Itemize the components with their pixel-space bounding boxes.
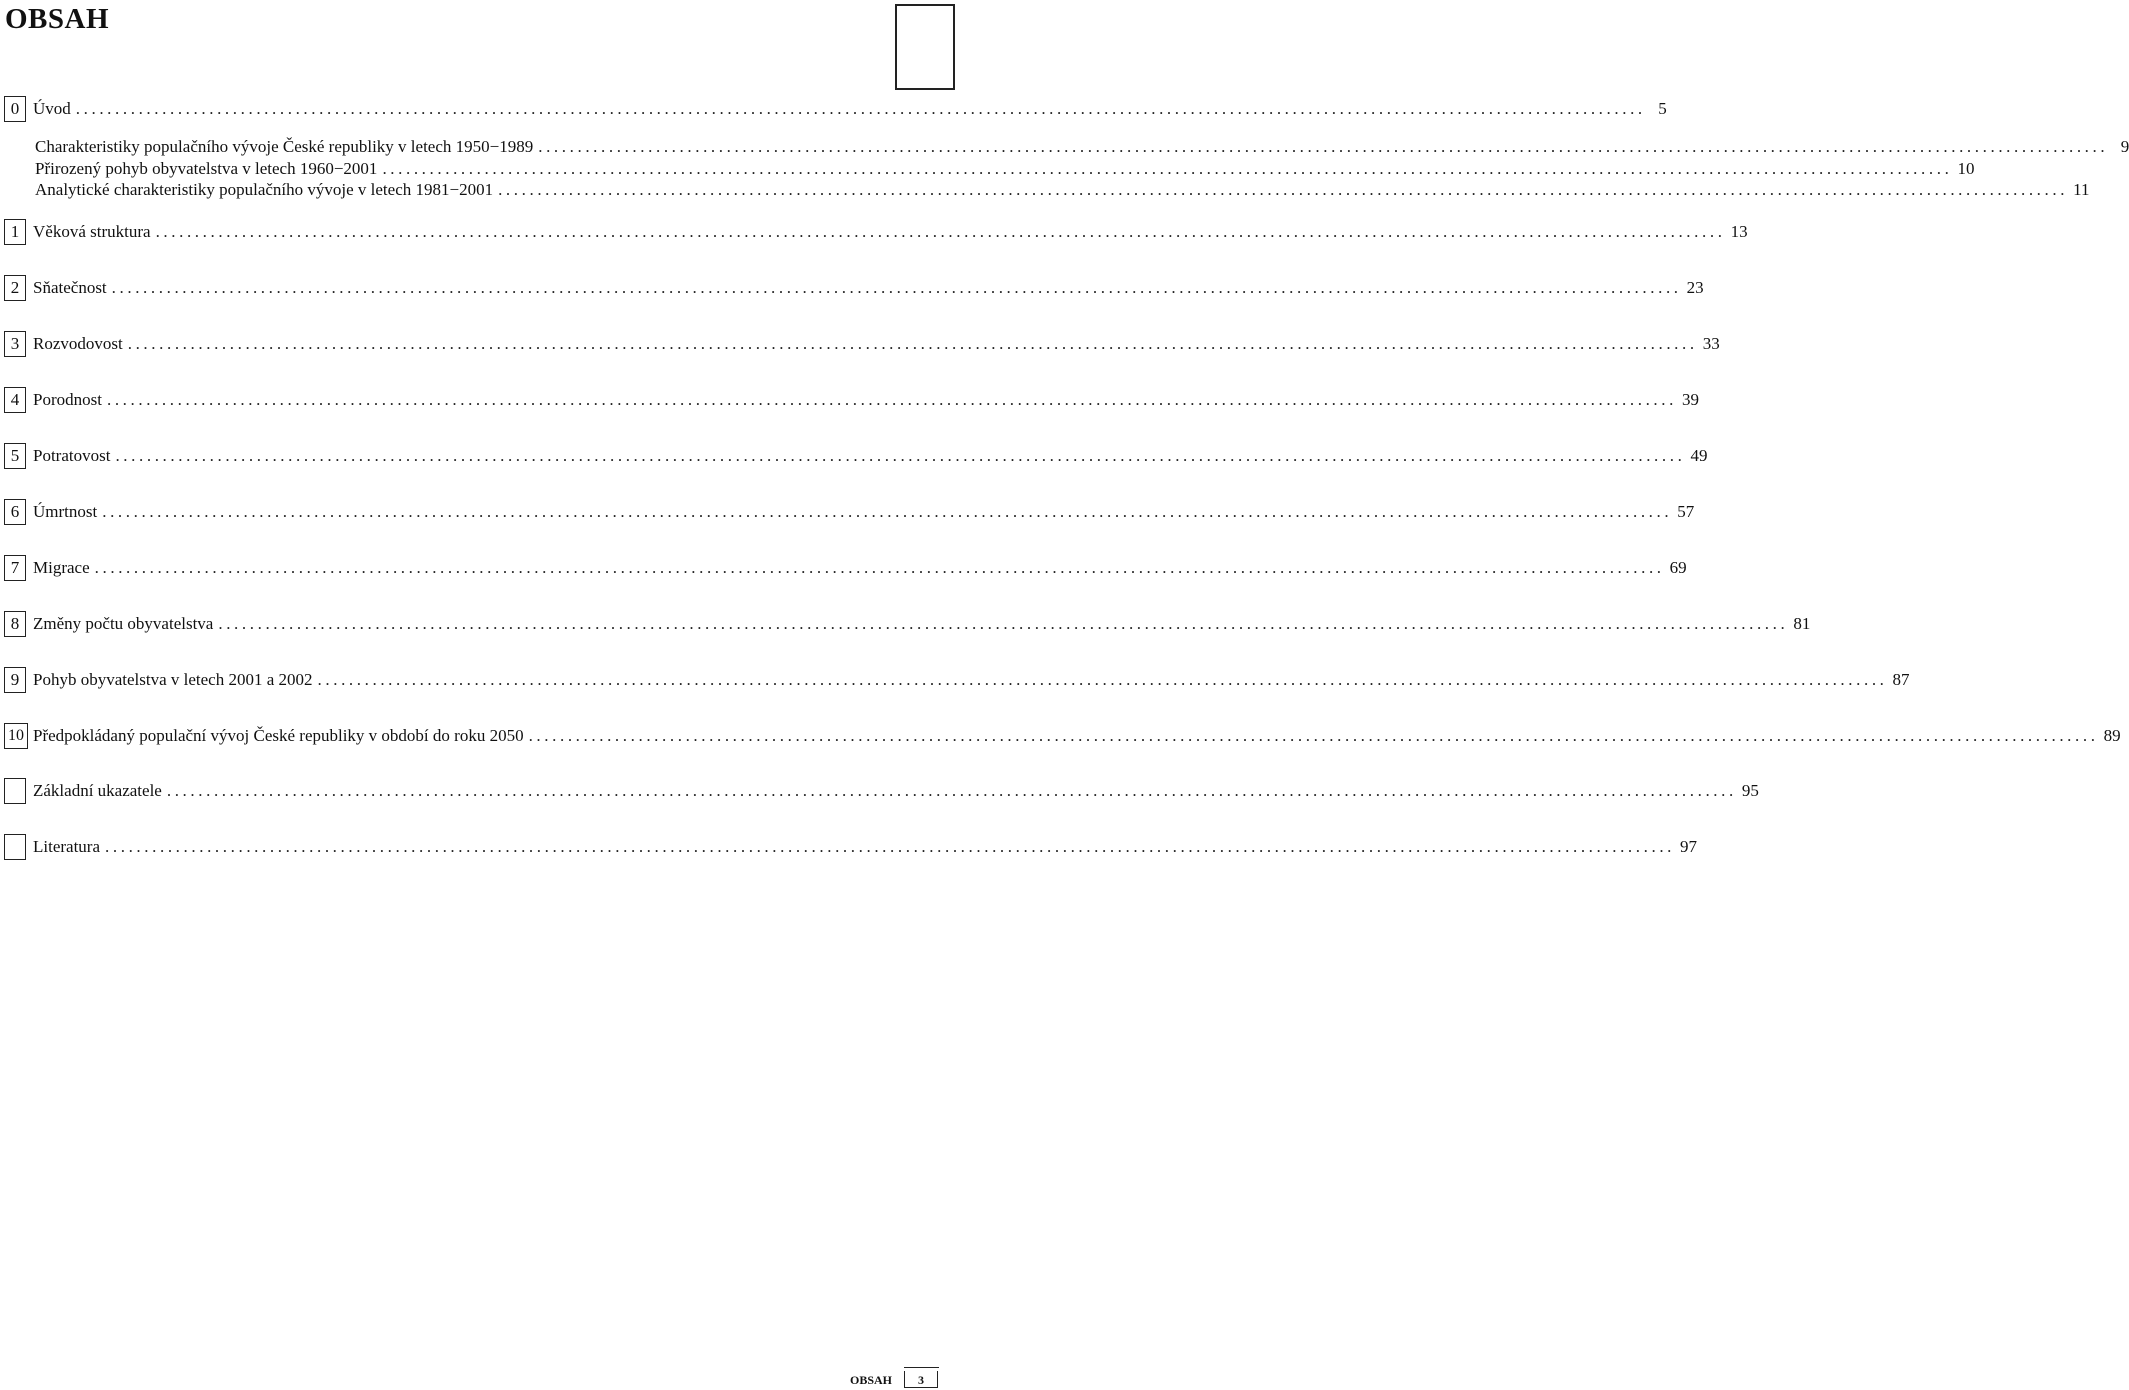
dot-leader: ........................................................................................................................................................................................................: [75, 99, 1646, 118]
entry-title: Úvod: [33, 99, 71, 118]
entry-title: Rozvodovost: [33, 334, 123, 353]
toc-entry-potratovost[interactable]: [4, 443, 1708, 471]
toc-entry-predpokladany-vyvoj-2050[interactable]: [4, 723, 2121, 751]
toc-entry-zmeny-poctu-obyvatelstva[interactable]: [4, 611, 1811, 639]
footer-page-number: 3: [904, 1371, 938, 1388]
dot-leader: ........................................................................................................................................................................................................: [102, 502, 1673, 521]
entry-page-number: 23: [1686, 278, 1704, 297]
dot-leader: ........................................................................................................................................................................................................: [115, 446, 1686, 465]
toc-entry-migrace[interactable]: [4, 555, 1687, 583]
chapter-number-box: 3: [4, 331, 26, 357]
dot-leader: ........................................................................................................................................................................................................: [382, 159, 1953, 178]
chapter-number-box: 0: [4, 96, 26, 122]
chapter-number-box: 8: [4, 611, 26, 637]
dot-leader: ........................................................................................................................................................................................................: [218, 614, 1789, 633]
entry-title: Změny počtu obyvatelstva: [33, 614, 214, 633]
page-title: OBSAH: [5, 3, 110, 35]
dot-leader: ........................................................................................................................................................................................................: [166, 781, 1737, 800]
entry-page-number: 39: [1681, 390, 1699, 409]
dot-leader: ........................................................................................................................................................................................................: [155, 222, 1726, 241]
page-footer: [850, 1368, 938, 1388]
entry-page-number: 11: [2073, 180, 2090, 199]
toc-entry-snatecnost[interactable]: [4, 275, 1704, 303]
entry-title: Porodnost: [33, 390, 102, 409]
entry-title: Literatura: [33, 837, 101, 856]
toc-entry-analytical-characteristics-1981-2001[interactable]: [4, 177, 2090, 205]
corner-box: [895, 4, 955, 90]
toc-entry-porodnost[interactable]: [4, 387, 1699, 415]
toc-entry-pohyb-obyvatelstva-2001-2002[interactable]: [4, 667, 1910, 695]
entry-page-number: 87: [1892, 670, 1910, 689]
entry-page-number: 33: [1702, 334, 1720, 353]
toc-entry-vekova-struktura[interactable]: [4, 219, 1748, 247]
entry-page-number: 97: [1680, 837, 1698, 856]
dot-leader: ........................................................................................................................................................................................................: [105, 837, 1676, 856]
chapter-number-box: 9: [4, 667, 26, 693]
entry-page-number: 5: [1658, 99, 1667, 118]
dot-leader: ........................................................................................................................................................................................................: [111, 278, 1682, 297]
entry-page-number: 95: [1741, 781, 1759, 800]
entry-page-number: 69: [1669, 558, 1687, 577]
dot-leader: ........................................................................................................................................................................................................: [106, 390, 1677, 409]
dot-leader: ........................................................................................................................................................................................................: [498, 180, 2069, 199]
entry-title: Úmrtnost: [33, 502, 98, 521]
dot-leader: ........................................................................................................................................................................................................: [528, 726, 2099, 745]
entry-page-number: 89: [2103, 726, 2121, 745]
dot-leader: ........................................................................................................................................................................................................: [538, 137, 2109, 156]
entry-page-number: 49: [1690, 446, 1708, 465]
chapter-number-box: 7: [4, 555, 26, 581]
toc-entry-rozvodovost[interactable]: [4, 331, 1720, 359]
entry-title: Věková struktura: [33, 222, 151, 241]
entry-title: Potratovost: [33, 446, 111, 465]
entry-title: Předpokládaný populační vývoj České republiky v období do roku 2050: [33, 726, 524, 745]
entry-title: Analytické charakteristiky populačního vývoje v letech 1981−2001: [35, 180, 494, 199]
dot-leader: ........................................................................................................................................................................................................: [317, 670, 1888, 689]
chapter-number-box: 10: [4, 723, 28, 749]
entry-page-number: 57: [1677, 502, 1695, 521]
toc-entry-zakladni-ukazatele[interactable]: [4, 778, 1759, 806]
entry-page-number: 81: [1793, 614, 1811, 633]
chapter-number-box: 4: [4, 387, 26, 413]
toc-entry-umrtnost[interactable]: [4, 499, 1695, 527]
entry-page-number: 10: [1957, 159, 1975, 178]
chapter-number-box: 2: [4, 275, 26, 301]
entry-title: Pohyb obyvatelstva v letech 2001 a 2002: [33, 670, 313, 689]
entry-title: Přirozený pohyb obyvatelstva v letech 1960−2001: [35, 159, 378, 178]
dot-leader: ........................................................................................................................................................................................................: [94, 558, 1665, 577]
footer-section-label: OBSAH: [849, 1373, 892, 1387]
entry-page-number: 13: [1730, 222, 1748, 241]
entry-title: Migrace: [33, 558, 90, 577]
chapter-number-box: [4, 778, 26, 804]
entry-title: Základní ukazatele: [33, 781, 162, 800]
toc-entry-literatura[interactable]: [4, 834, 1698, 862]
chapter-number-box: 6: [4, 499, 26, 525]
chapter-number-box: 1: [4, 219, 26, 245]
entry-title: Sňatečnost: [33, 278, 107, 297]
entry-page-number: 9: [2120, 137, 2129, 156]
toc-entry-uvod[interactable]: [4, 96, 1667, 124]
entry-title: Charakteristiky populačního vývoje České republiky v letech 1950−1989: [35, 137, 534, 156]
chapter-number-box: 5: [4, 443, 26, 469]
dot-leader: ........................................................................................................................................................................................................: [127, 334, 1698, 353]
chapter-number-box: [4, 834, 26, 860]
